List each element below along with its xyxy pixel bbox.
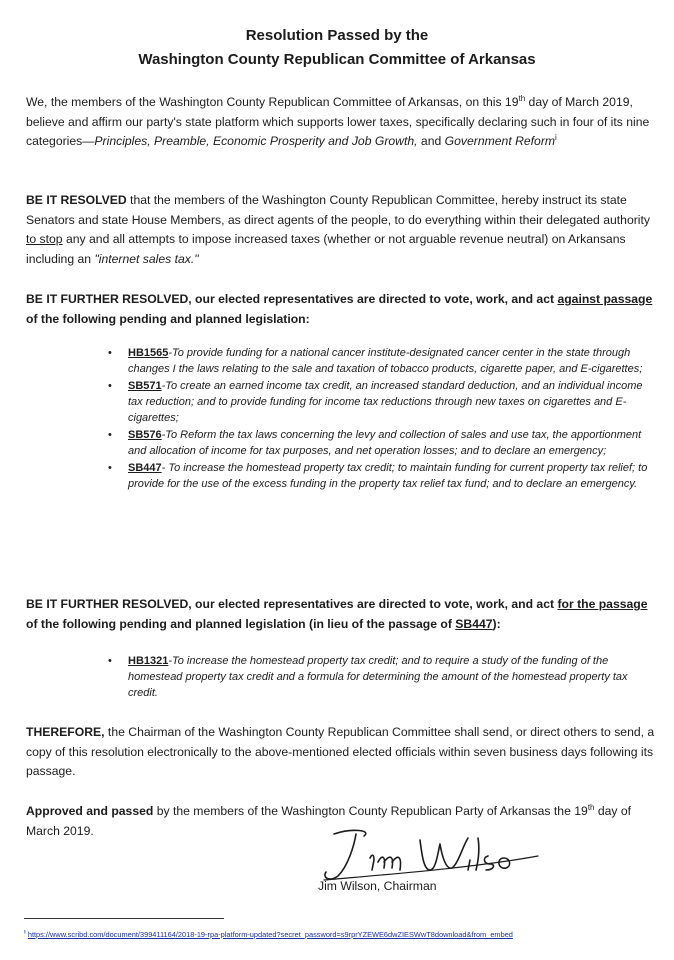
bullet-icon: • [108,655,112,667]
therefore-paragraph [26,723,656,782]
list-item [108,460,656,492]
intro-paragraph [26,93,656,152]
list-item [108,653,656,701]
intro-and: and [417,134,445,148]
therefore-lead: THEREFORE, [26,725,105,739]
therefore-text: the Chairman of the Washington County Republican Committee shall send, or direct others to send, a copy of this resolution electronically to the above-mentioned elected officials within seven business days following its passage. [26,725,655,778]
bill-code: HB1321 [128,655,169,667]
list-item [108,427,656,459]
bill-description: -To increase the homestead property tax credit; and to require a study of the funding of the homestead property tax credit and a formula for determining the amount of the homestead property tax credit. [128,655,628,699]
footnote-mark: i [24,930,26,936]
resolved3-underlined: for the passage [557,597,648,611]
bullet-icon: • [108,347,112,359]
approved-sup: th [587,802,595,812]
bill-description: -To provide funding for a national cancer institute-designated cancer center in the state through changes I the laws relating to the sale and taxation of tobacco products, cigarette paper, and E-cigarettes; [128,347,643,375]
against-bill-list [108,345,656,493]
resolved1-quote: "internet sales tax." [94,251,199,266]
approved-lead: Approved and passed [26,804,154,818]
list-item [108,378,656,426]
resolved3-text-1: BE IT FURTHER RESOLVED, our elected representatives are directed to vote, work, and act [26,597,558,611]
resolved3-ref: SB447 [455,616,493,631]
resolved1-text-1: that the members of the Washington County Republican Committee, hereby instruct its state Senators and state House Members, as direct agents of the people, to do everything within their delegated authority [26,193,650,227]
footnote-ref[interactable]: i [555,132,557,142]
bill-description: -To create an earned income tax credit, an increased standard deduction, and an individual income tax reduction; and to provide funding for income tax reductions through new taxes on cigarettes and E-cigarettes; [128,380,643,424]
intro-text-1: We, the members of the Washington County Republican Committee of Arkansas, on this 19 [26,95,519,109]
resolved1-lead: BE IT RESOLVED [26,193,127,207]
bullet-icon: • [108,380,112,392]
bill-code: SB576 [128,429,162,441]
resolved3-text-2: of the following pending and planned legislation (in lieu of the passage of [26,616,456,631]
bill-code: SB447 [128,462,162,474]
resolved-paragraph-3 [26,595,656,634]
title-line-1: Resolution Passed by the [245,27,429,44]
intro-text-2: day of March 2019, believe and affirm our party's state platform which supports lower taxes, specifically declaring such in four of its nine categories— [26,95,650,148]
for-bill-list [108,653,656,702]
intro-last-category: Government Reform [444,134,556,148]
handwritten-signature [312,826,542,886]
resolved-paragraph-2 [26,290,656,329]
footnote [24,930,664,940]
bullet-icon: • [108,462,112,474]
intro-categories: Principles, Preamble, Economic Prosperity and Job Growth, [94,134,418,148]
resolved3-text-3: ): [492,616,501,631]
signatory-name: Jim Wilson, Chairman [318,879,437,893]
resolved1-underlined: to stop [26,232,63,246]
footnote-link[interactable]: https://www.scribd.com/document/399411164/2018-19-rpa-platform-updated?secret_password=s9rprYZEWE6dwZIESWwT8download&from_embed [27,930,513,939]
bill-code: SB571 [128,380,162,392]
title-line-2: Washington County Republican Committee of Arkansas [138,51,536,68]
approved-text-2: day of March 2019. [26,804,632,838]
resolved2-text-1: BE IT FURTHER RESOLVED, our elected representatives are directed to vote, work, and act [26,292,558,306]
resolved2-underlined: against passage [557,292,653,306]
bill-description: - To increase the homestead property tax credit; to maintain funding for current property tax relief; to provide for the use of the excess funding in the property tax relief tax fund; and to declare an emergency. [128,462,648,490]
bullet-icon: • [108,429,112,441]
intro-sup: th [518,93,526,103]
bill-description: -To Reform the tax laws concerning the levy and collection of sales and use tax, the apportionment and allocation of income for tax purposes, and net operation losses; and to declare an emergency; [128,429,642,457]
bill-code: HB1565 [128,347,169,359]
resolved2-text-2: of the following pending and planned legislation: [26,311,310,326]
approved-text-1: by the members of the Washington County Republican Party of Arkansas the 19 [153,804,588,818]
footnote-divider [24,918,224,919]
resolved1-text-2: any and all attempts to impose increased taxes (whether or not arguable revenue neutral) on Arkansans including an [26,232,626,266]
list-item [108,345,656,377]
resolved-paragraph-1 [26,191,656,269]
